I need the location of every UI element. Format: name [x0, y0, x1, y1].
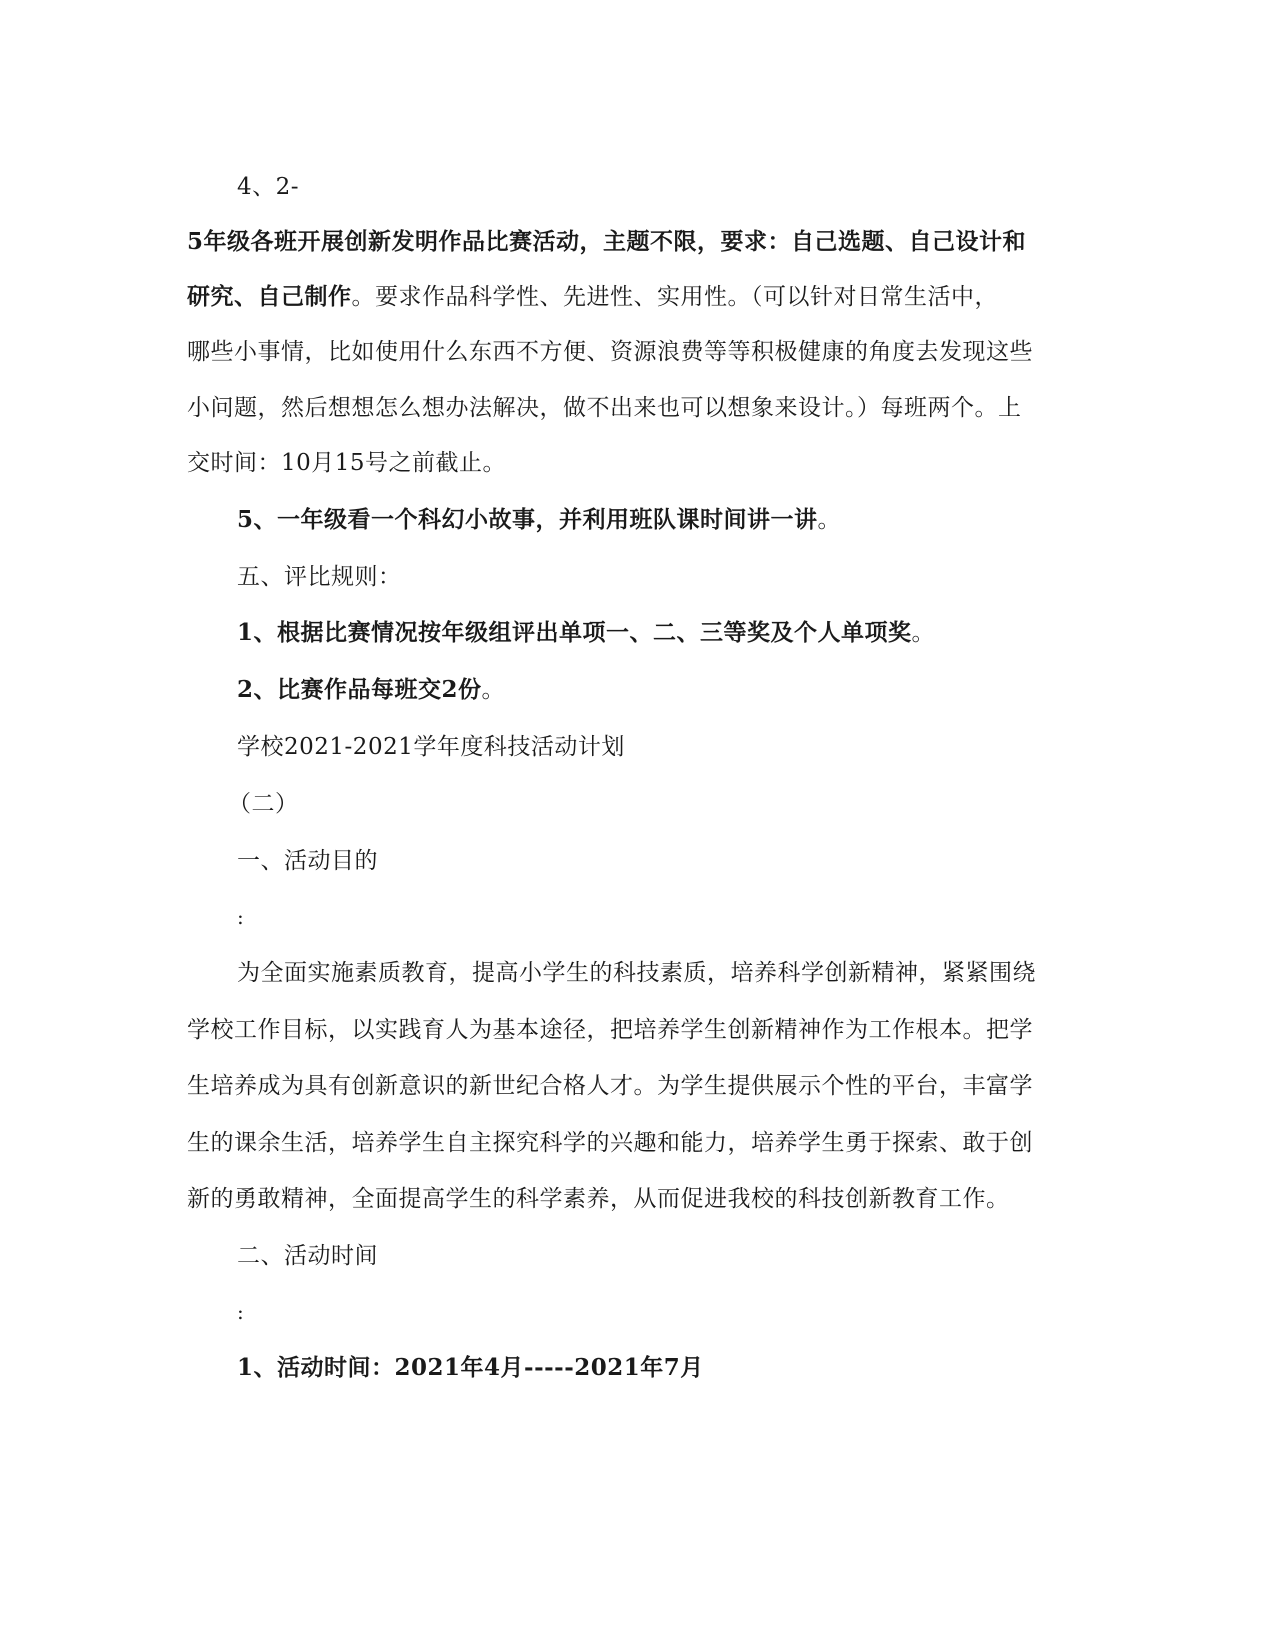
purpose-line-2 [187, 1015, 1033, 1045]
section-5-heading [237, 562, 402, 592]
item-4-number [237, 172, 299, 202]
text-run: 一、活动目的 [237, 848, 378, 874]
text-run: 新的勇敢精神，全面提高学生的科学素养，从而促进我校的科技创新教育工作。 [187, 1186, 1010, 1212]
text-run: 哪些小事情，比如使用什么东西不方便、资源浪费等等积极健康的角度去发现这些 [187, 339, 1033, 365]
text-run: 二、活动时间 [237, 1243, 378, 1269]
purpose-line-1 [237, 958, 1036, 988]
text-run: 学校工作目标，以实践育人为基本途径，把培养学生创新精神作为工作根本。把学 [187, 1017, 1033, 1043]
text-run-bold: 2、比赛作品每班交2份 [237, 676, 482, 703]
text-run: 为全面实施素质教育，提高小学生的科技素质，培养科学创新精神，紧紧围绕 [237, 960, 1036, 986]
text-run: 5年级各班开展创新发明作品比赛活动，主题不限，要求：自己选题、自己设计和 [187, 228, 1027, 255]
item-4-line-3 [187, 337, 1033, 367]
rule-1 [237, 618, 935, 648]
text-run: : [237, 1300, 245, 1324]
text-run: : [237, 905, 245, 929]
text-run-bold: 1、根据比赛情况按年级组评出单项一、二、三等奖及个人单项奖 [237, 619, 912, 646]
item-5 [237, 505, 841, 535]
text-run: 学校2021-2021学年度科技活动计划 [237, 734, 625, 760]
plan-title [237, 732, 625, 762]
text-run: （二） [228, 791, 299, 817]
purpose-line-3 [187, 1071, 1033, 1101]
text-run: 生培养成为具有创新意识的新世纪合格人才。为学生提供展示个性的平台，丰富学 [187, 1073, 1033, 1099]
text-run-bold: 5、一年级看一个科幻小故事，并利用班队课时间讲一讲 [237, 506, 818, 533]
rule-2 [237, 675, 505, 705]
text-run: 。 [481, 677, 506, 703]
text-run-bold: 研究、自己制作 [187, 283, 352, 310]
text-run: 。 [817, 507, 842, 533]
text-run: 生的课余生活，培养学生自主探究科学的兴趣和能力，培养学生勇于探索、敢于创 [187, 1130, 1033, 1156]
text-run: 五、评比规则： [237, 564, 402, 590]
section-2-heading [237, 1241, 378, 1271]
plan-subtitle [228, 789, 299, 819]
purpose-line-5 [187, 1184, 1010, 1214]
text-run: 交时间：10月15号之前截止。 [187, 450, 507, 476]
section-2-colon [237, 1297, 244, 1327]
purpose-line-4 [187, 1128, 1033, 1158]
text-run: 。 [911, 620, 936, 646]
item-4-line-2 [187, 282, 998, 312]
text-run: 。要求作品科学性、先进性、实用性。（可以针对日常生活中， [351, 284, 998, 310]
section-1-colon [237, 902, 244, 932]
item-4-line-1 [187, 227, 1026, 257]
item-4-line-4 [187, 393, 1022, 423]
section-1-heading [237, 846, 378, 876]
activity-time [237, 1353, 704, 1383]
text-run-bold: 1、活动时间：2021年4月-----2021年7月 [237, 1354, 704, 1381]
text-run: 小问题，然后想想怎么想办法解决，做不出来也可以想象来设计。）每班两个。上 [187, 395, 1022, 421]
item-4-line-5 [187, 448, 506, 478]
text-run: 4、2- [237, 174, 300, 200]
